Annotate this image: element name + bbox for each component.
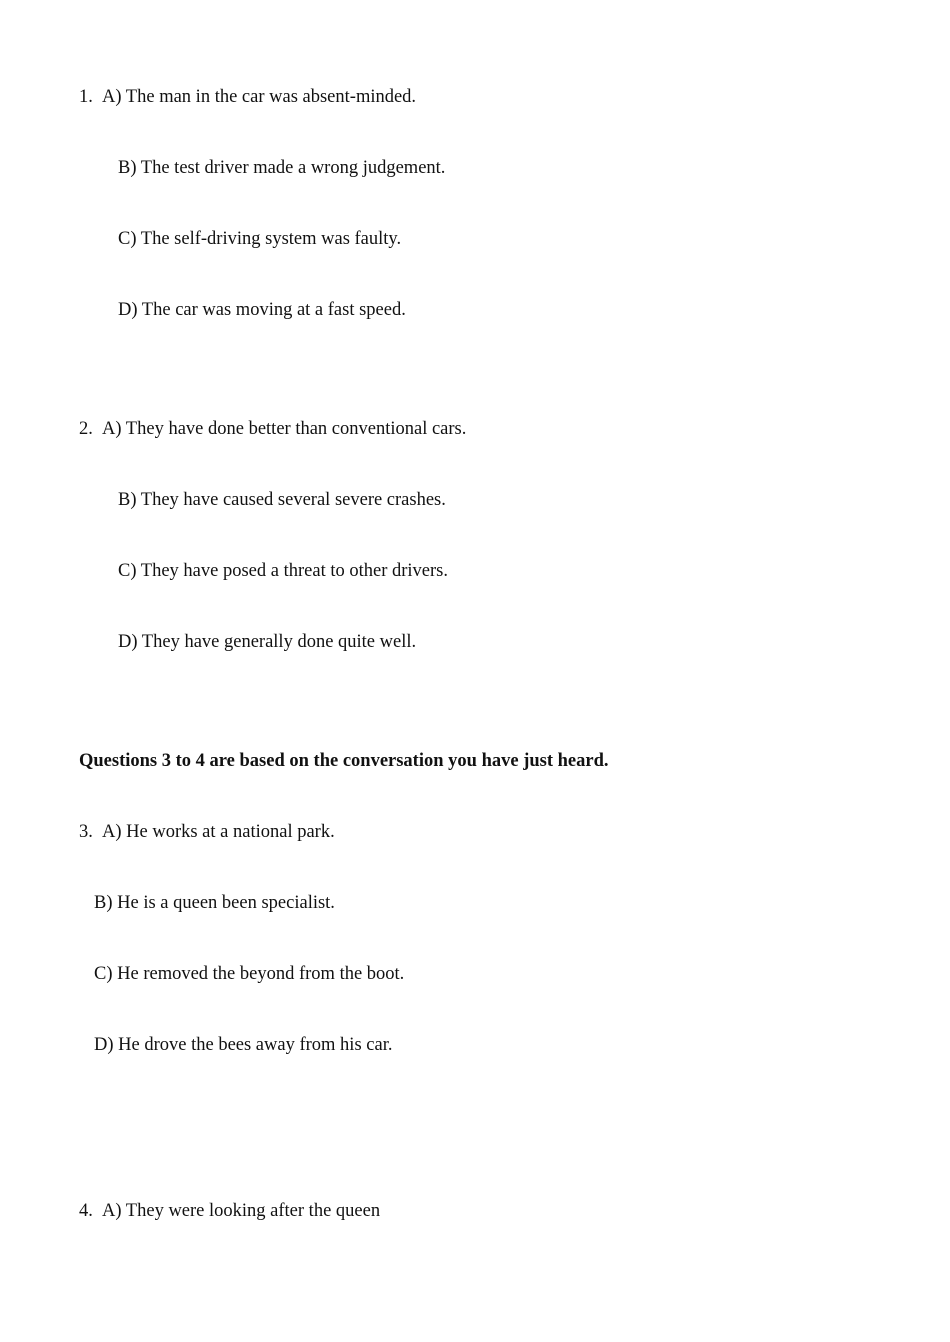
question-4-option-a-text: A) They were looking after the queen [102, 1201, 381, 1221]
question-3-option-c: C) He removed the beyond from the boot. [94, 964, 405, 984]
question-2-option-a-text: A) They have done better than conventional cars. [102, 419, 467, 439]
question-4-number: 4. [79, 1201, 93, 1221]
question-1-number: 1. [79, 87, 93, 107]
question-2-option-b: B) They have caused several severe crashes. [118, 490, 446, 510]
question-2-option-d: D) They have generally done quite well. [118, 632, 417, 652]
question-3-option-a-text: A) He works at a national park. [102, 822, 335, 842]
question-1-option-c: C) The self-driving system was faulty. [118, 229, 402, 249]
question-2-option-a [79, 418, 466, 440]
question-3-option-a [79, 821, 335, 843]
section-heading: Questions 3 to 4 are based on the conversation you have just heard. [79, 751, 609, 771]
question-3-option-b: B) He is a queen been specialist. [94, 893, 335, 913]
question-4-option-a [79, 1200, 380, 1222]
question-1-option-b: B) The test driver made a wrong judgement. [118, 158, 446, 178]
question-3-option-d: D) He drove the bees away from his car. [94, 1035, 393, 1055]
question-1-option-a-text: A) The man in the car was absent-minded. [102, 87, 417, 107]
question-2-number: 2. [79, 419, 93, 439]
question-1-option-d: D) The car was moving at a fast speed. [118, 300, 406, 320]
question-1-option-a [79, 86, 416, 108]
question-3-number: 3. [79, 822, 93, 842]
question-2-option-c: C) They have posed a threat to other drivers. [118, 561, 448, 581]
